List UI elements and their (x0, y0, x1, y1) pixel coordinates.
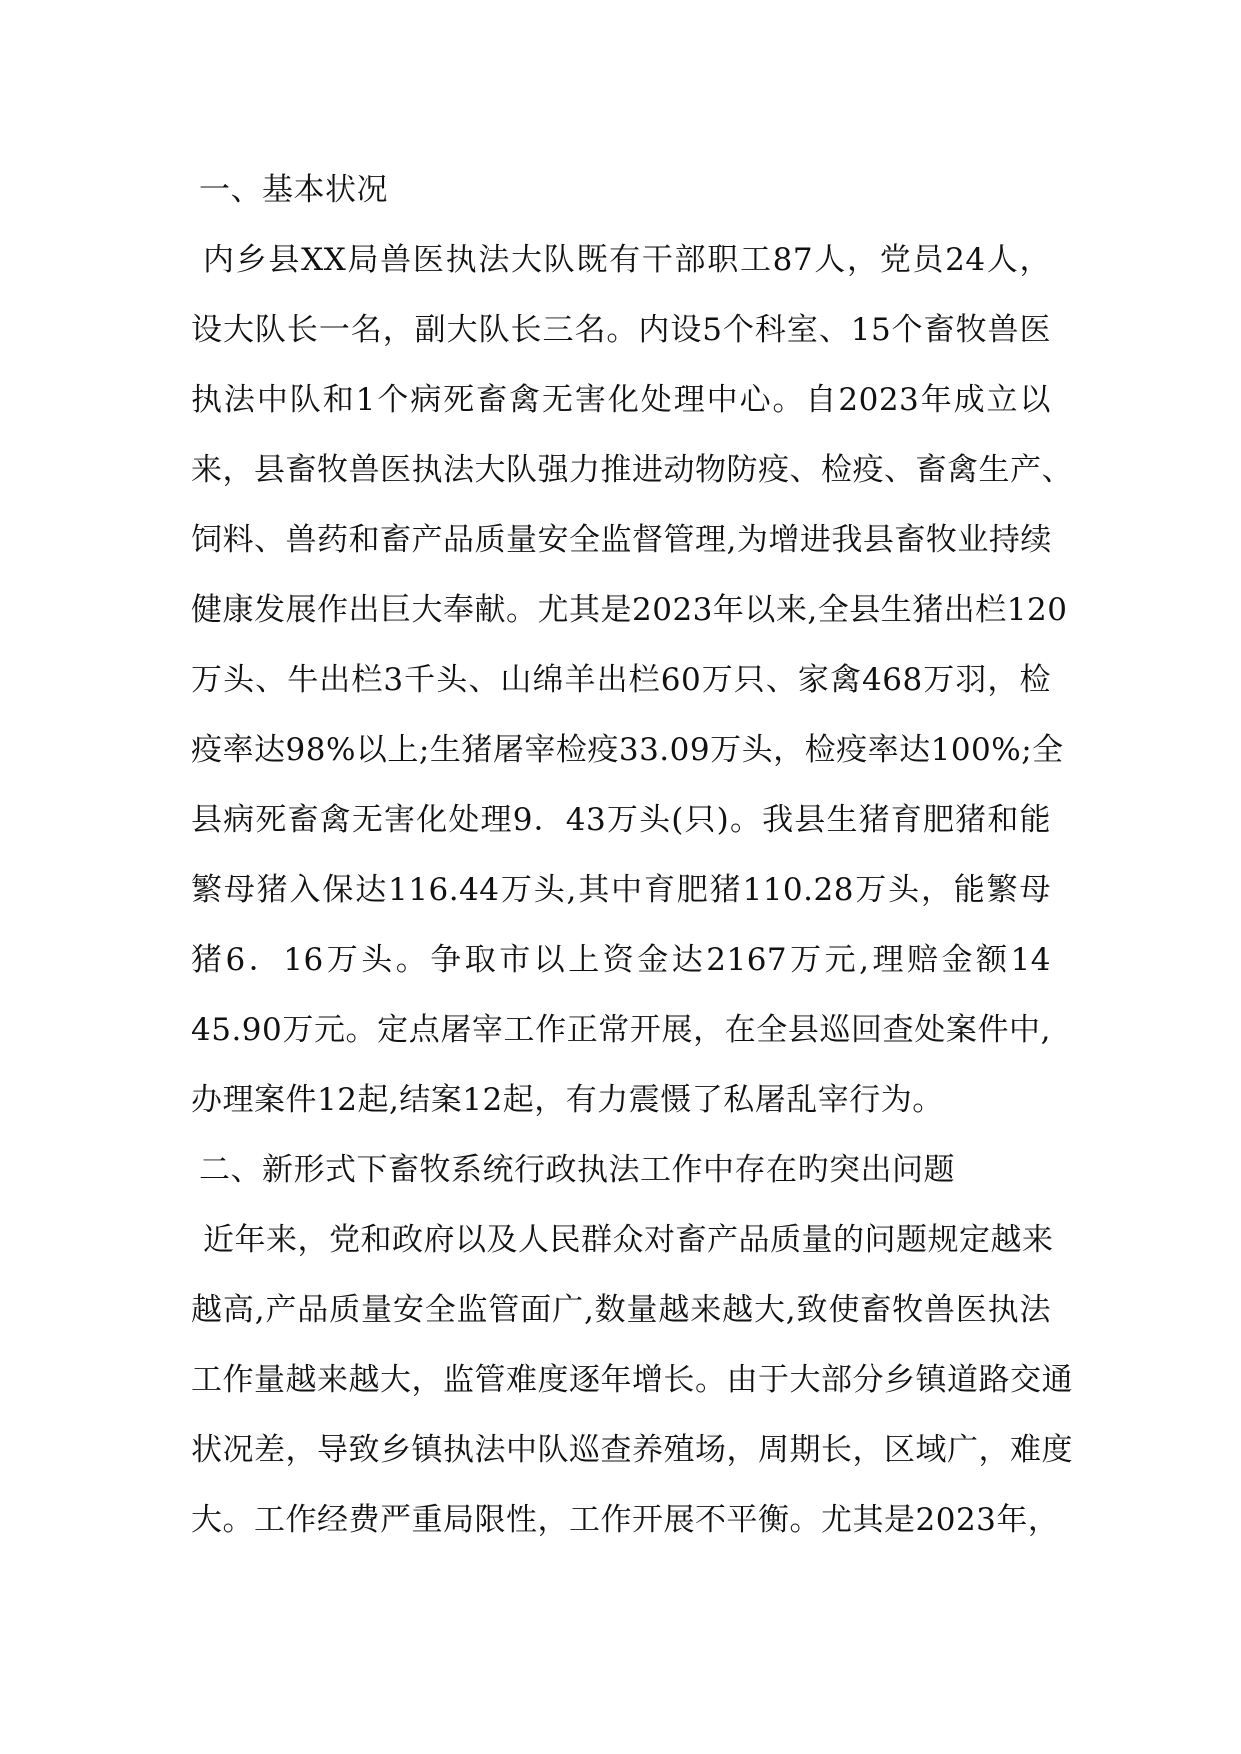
paragraph-line: 繁母猪入保达116.44万头,其中育肥猪110.28万头，能繁母 (191, 872, 1051, 908)
paragraph-line: 县病死畜禽无害化处理9．43万头(只)。我县生猪育肥猪和能 (191, 802, 1051, 838)
paragraph-line: 疫率达98%以上;生猪屠宰检疫33.09万头，检疫率达100%;全 (191, 732, 1064, 768)
paragraph-line: 大。工作经费严重局限性，工作开展不平衡。尤其是2023年， (191, 1502, 1060, 1538)
paragraph-line: 猪6．16万头。争取市以上资金达2167万元,理赔金额14 (191, 942, 1051, 978)
section-heading-problems: 二、新形式下畜牧系统行政执法工作中存在旳突出问题 (199, 1152, 955, 1188)
paragraph-line: 执法中队和1个病死畜禽无害化处理中心。自2023年成立以 (191, 382, 1051, 418)
paragraph-line: 45.90万元。定点屠宰工作正常开展，在全县巡回查处案件中, (191, 1012, 1051, 1048)
paragraph-line: 饲料、兽药和畜产品质量安全监督管理,为增进我县畜牧业持续 (191, 522, 1052, 558)
paragraph-line: 近年来，党和政府以及人民群众对畜产品质量的问题规定越来 (203, 1222, 1054, 1258)
paragraph-line: 来，县畜牧兽医执法大队强力推进动物防疫、检疫、畜禽生产、 (191, 452, 1073, 488)
paragraph-line: 健康发展作出巨大奉献。尤其是2023年以来,全县生猪出栏120 (191, 592, 1068, 628)
paragraph-line: 工作量越来越大，监管难度逐年增长。由于大部分乡镇道路交通 (191, 1362, 1073, 1398)
section-heading-basic: 一、基本状况 (199, 172, 388, 208)
document-body (191, 155, 1073, 1555)
paragraph-line: 设大队长一名，副大队长三名。内设5个科室、15个畜牧兽医 (191, 312, 1051, 348)
paragraph-line: 状况差，导致乡镇执法中队巡查养殖场，周期长，区域广，难度 (191, 1432, 1073, 1468)
paragraph-line: 办理案件12起,结案12起，有力震慑了私屠乱宰行为。 (191, 1082, 944, 1118)
paragraph-line: 内乡县XX局兽医执法大队既有干部职工87人，党员24人， (203, 242, 1051, 278)
paragraph-line: 万头、牛出栏3千头、山绵羊出栏60万只、家禽468万羽，检 (191, 662, 1051, 698)
paragraph-line: 越高,产品质量安全监管面广,数量越来越大,致使畜牧兽医执法 (191, 1292, 1051, 1328)
